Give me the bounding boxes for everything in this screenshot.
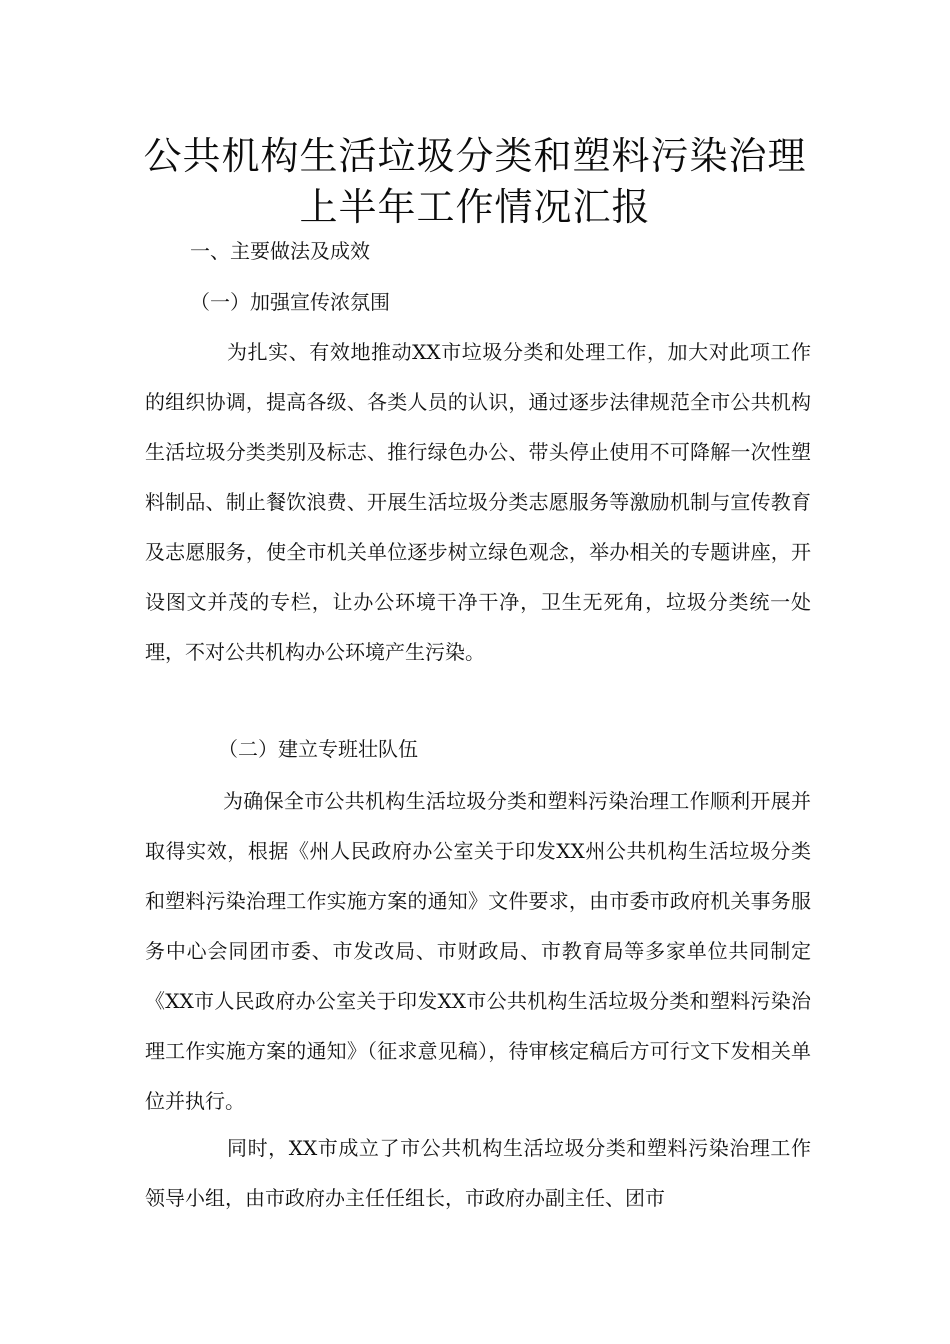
paragraph-publicity: 为扎实、有效地推动XX市垃圾分类和处理工作，加大对此项工作的组织协调，提高各级、各类人员的认识，通过逐步法律规范全市公共机构生活垃圾分类类别及标志、推行绿色办公、带头停止使用不可降解一次性塑料制品、制止餐饮浪费、开展生活垃圾分类志愿服务等激励机制与宣传教育及志愿服务，使全市机关单位逐步树立绿色观念，举办相关的专题讲座，开设图文并茂的专栏，让办公环境干净干净，卫生无死角，垃圾分类统一处理，不对公共机构办公环境产生污染。 bbox=[145, 340, 811, 664]
paragraph-task-force: 为确保全市公共机构生活垃圾分类和塑料污染治理工作顺利开展并取得实效，根据《州人民政府办公室关于印发XX州公共机构生活垃圾分类和塑料污染治理工作实施方案的通知》文件要求，由市委市政府机关事务服务中心会同团市委、市发改局、市财政局、市教育局等多家单位共同制定《XX市人民政府办公室关于印发XX市公共机构生活垃圾分类和塑料污染治理工作实施方案的通知》（征求意见稿），待审核定稿后方可行文下发相关单位并执行。 bbox=[145, 789, 811, 1113]
section-heading-main-practices: 一、主要做法及成效 bbox=[190, 239, 370, 263]
paragraph-leading-group: 同时，XX市成立了市公共机构生活垃圾分类和塑料污染治理工作领导小组，由市政府办主任任组长，市政府办副主任、团市 bbox=[145, 1136, 811, 1210]
subsection-heading-task-force: （二）建立专班壮队伍 bbox=[218, 737, 418, 761]
document-title-line-2: 上半年工作情况汇报 bbox=[299, 185, 651, 229]
subsection-heading-publicity: （一）加强宣传浓氛围 bbox=[190, 290, 390, 314]
document-title-line-1: 公共机构生活垃圾分类和塑料污染治理 bbox=[143, 134, 807, 178]
